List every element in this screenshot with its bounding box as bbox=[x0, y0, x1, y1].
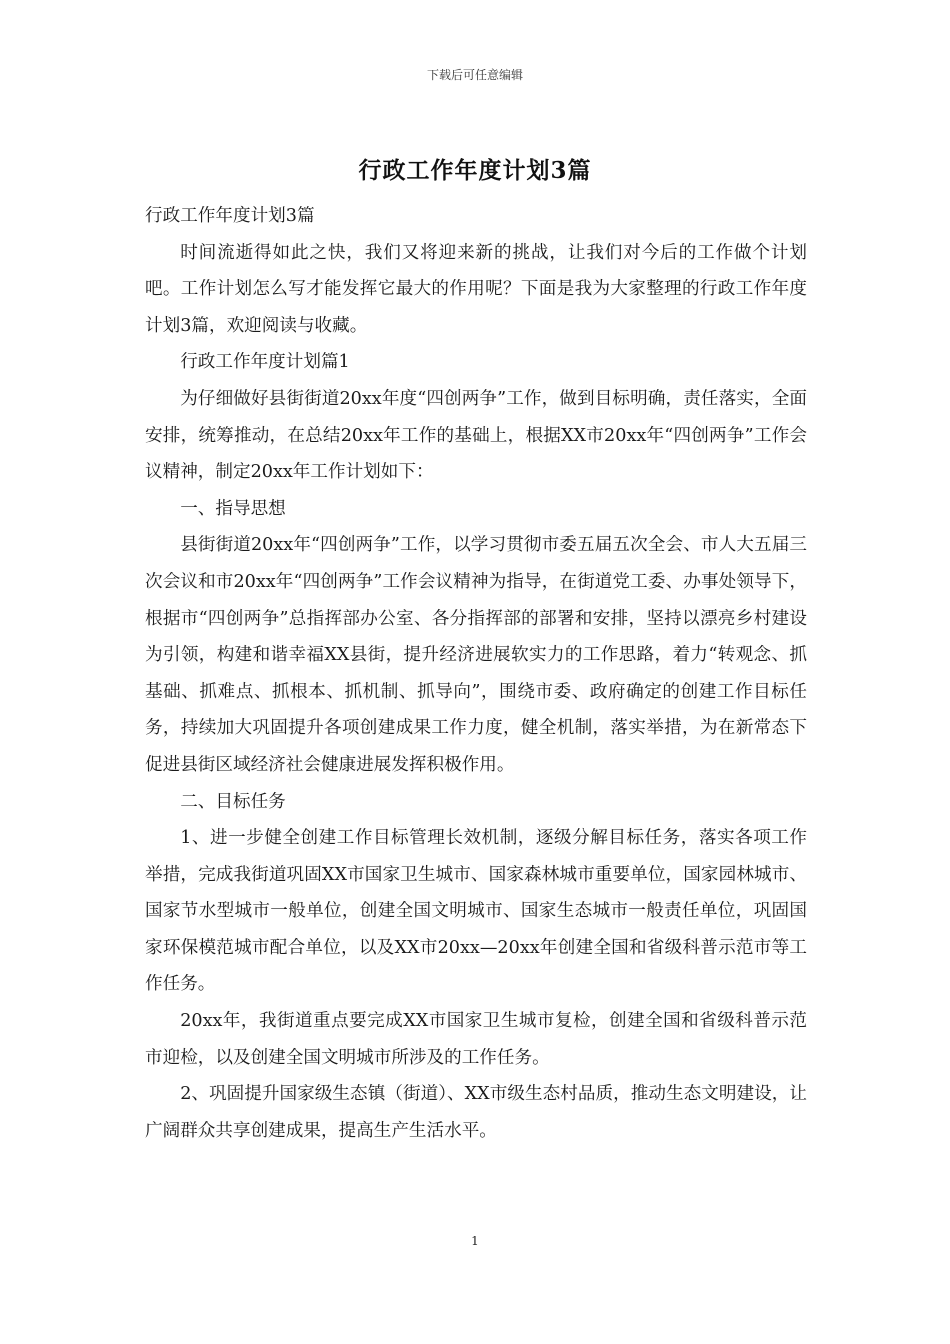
section-heading-guiding-ideology: 一、指导思想 bbox=[180, 498, 286, 519]
body-paragraph: 20xx年，我街道重点要完成XX市国家卫生城市复检，创建全国和省级科普示范市迎检，以及创建全国文明城市所涉及的工作任务。 bbox=[145, 1011, 807, 1068]
body-paragraph: 2、巩固提升国家级生态镇（街道）、XX市级生态村品质，推动生态文明建设，让广阔群众共享创建成果，提高生产生活水平。 bbox=[145, 1084, 807, 1141]
section-heading-plan-1: 行政工作年度计划篇1 bbox=[180, 352, 350, 373]
intro-paragraph: 时间流逝得如此之快，我们又将迎来新的挑战，让我们对今后的工作做个计划吧。工作计划怎么写才能发挥它最大的作用呢？下面是我为大家整理的行政工作年度计划3篇，欢迎阅读与收藏。 bbox=[145, 242, 807, 336]
body-paragraph: 为仔细做好县街街道20xx年度“四创两争”工作，做到目标明确，责任落实，全面安排，统筹推动，在总结20xx年工作的基础上，根据XX市20xx年“四创两争”工作会议精神，制定20xx年工作计划如下： bbox=[145, 388, 807, 483]
section-heading-goals: 二、目标任务 bbox=[180, 791, 286, 812]
subtitle-paragraph: 行政工作年度计划3篇 bbox=[145, 206, 315, 226]
body-paragraph: 1、进一步健全创建工作目标管理长效机制，逐级分解目标任务，落实各项工作举措，完成我街道巩固XX市国家卫生城市、国家森林城市重要单位，国家园林城市、国家节水型城市一般单位，创建全国文明城市、国家生态城市一般责任单位，巩固国家环保模范城市配合单位，以及XX市20xx—20xx年创建全国和省级科普示范市等工作任务。 bbox=[145, 828, 807, 995]
page-number: 1 bbox=[471, 1234, 479, 1248]
header-note: 下载后可任意编辑 bbox=[426, 68, 523, 82]
body-paragraph: 县街街道20xx年“四创两争”工作，以学习贯彻市委五届五次全会、市人大五届三次会议和市20xx年“四创两争”工作会议精神为指导，在街道党工委、办事处领导下，根据市“四创两争”总指挥部办公室、各分指挥部的部署和安排，坚持以漂亮乡村建设为引领，构建和谐幸福XX县街，提升经济进展软实力的工作思路，着力“转观念、抓基础、抓难点、抓根本、抓机制、抓导向”，围绕市委、政府确定的创建工作目标任务，持续加大巩固提升各项创建成果工作力度，健全机制，落实举措，为在新常态下促进县街区域经济社会健康进展发挥积极作用。 bbox=[145, 535, 807, 775]
document-body bbox=[145, 198, 807, 1149]
document-title: 行政工作年度计划3篇 bbox=[358, 157, 592, 184]
